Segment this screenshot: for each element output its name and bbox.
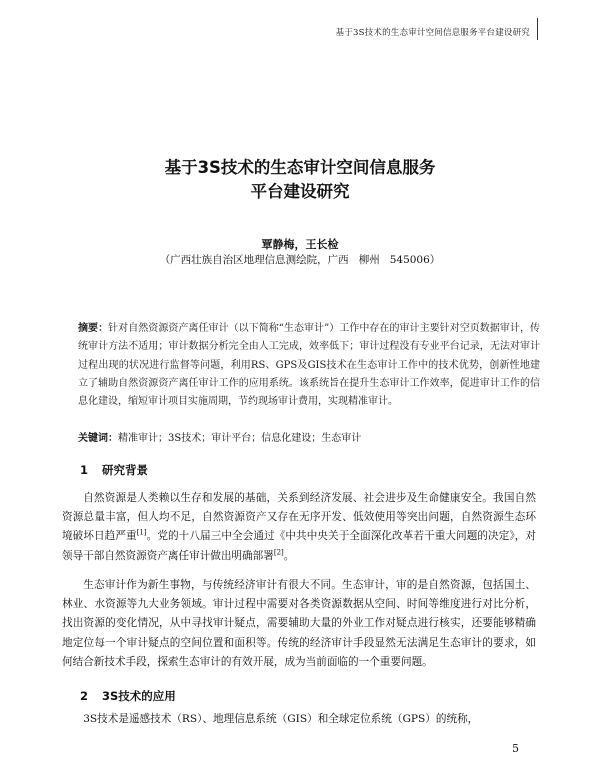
body-paragraph: 生态审计作为新生事物，与传统经济审计有很大不同。生态审计，审的是自然资源，包括国土、林业、水资源等九大业务领域。审计过程中需要对各类资源数据从空间、时间等维度进行对比分析，找出资源的变化情况，从中寻找审计疑点，需要辅助大量的外业工作对疑点进行核实，还要能够精确地定位每一个审计疑点的空间位置和面积等。传统的经济审计手段显然无法满足生态审计的要求，如何结合新技术手段，探索生态审计的有效开展，成为当前面临的一个重要问题。	[62, 579, 536, 668]
para-text: 。党的十八届三中全会通过《中共中央关于全面深化改革若干重大问题的决定》，对领导干部自然资源资产离任审计做出明确部署	[62, 530, 537, 562]
section-1-title: 研究背景	[102, 463, 149, 477]
para-text: 。	[283, 549, 295, 562]
citation-ref: [1]	[136, 528, 147, 537]
paper-title	[0, 156, 600, 204]
title-line-2: 平台建设研究	[250, 182, 350, 201]
title-line-1: 基于3S技术的生态审计空间信息服务	[164, 158, 436, 177]
abstract	[78, 320, 540, 411]
keywords	[78, 431, 540, 447]
para-text: 自然资源是人类赖以生存和发展的基础，关系到经济发展、社会进步及生命健康安全。我国自然资源总量丰富，但人均不足，自然资源资产又存在无序开发、低效使用等突出问题，自然资源生态环境破坏日趋严重	[62, 492, 536, 543]
citation-ref: [2]	[273, 548, 284, 557]
keywords-text: 精准审计；3S技术；审计平台；信息化建设；生态审计	[118, 433, 362, 444]
keywords-label: 关键词：	[78, 433, 118, 444]
section-heading-1	[80, 462, 148, 478]
abstract-text: 针对自然资源资产离任审计（以下简称“生态审计”）工作中存在的审计主要针对空页数据审计，传统审计方法不适用；审计数据分析完全由人工完成，效率低下；审计过程没有专业平台记录，无法对审计过程出现的状况进行监督等问题，利用RS、GPS及GIS技术在生态审计工作中的技术优势，创新性地建立了辅助自然资源资产离任审计工作的应用系统。该系统旨在提升生态审计工作效率，促进审计工作的信息化建设，缩短审计项目实施周期，节约现场审计费用，实现精准审计。	[78, 323, 540, 408]
abstract-label: 摘要：	[78, 323, 109, 334]
body-paragraph	[62, 489, 536, 566]
section-2-number: 2	[80, 689, 89, 703]
running-header: 基于3S技术的生态审计空间信息服务平台建设研究	[335, 28, 530, 38]
section-heading-2	[80, 688, 176, 704]
section-1-number: 1	[80, 463, 89, 477]
section-2-title: 3S技术的应用	[102, 689, 176, 703]
authors: 覃静梅，王长检	[261, 238, 339, 251]
page-number: 5	[512, 742, 519, 755]
body-paragraph: 3S技术是遥感技术（RS）、地理信息系统（GIS）和全球定位系统（GPS）的统称，	[83, 713, 479, 725]
affiliation: （广西壮族自治区地理信息测绘院，广西 柳州 545006）	[159, 254, 441, 266]
header-divider	[537, 18, 538, 40]
